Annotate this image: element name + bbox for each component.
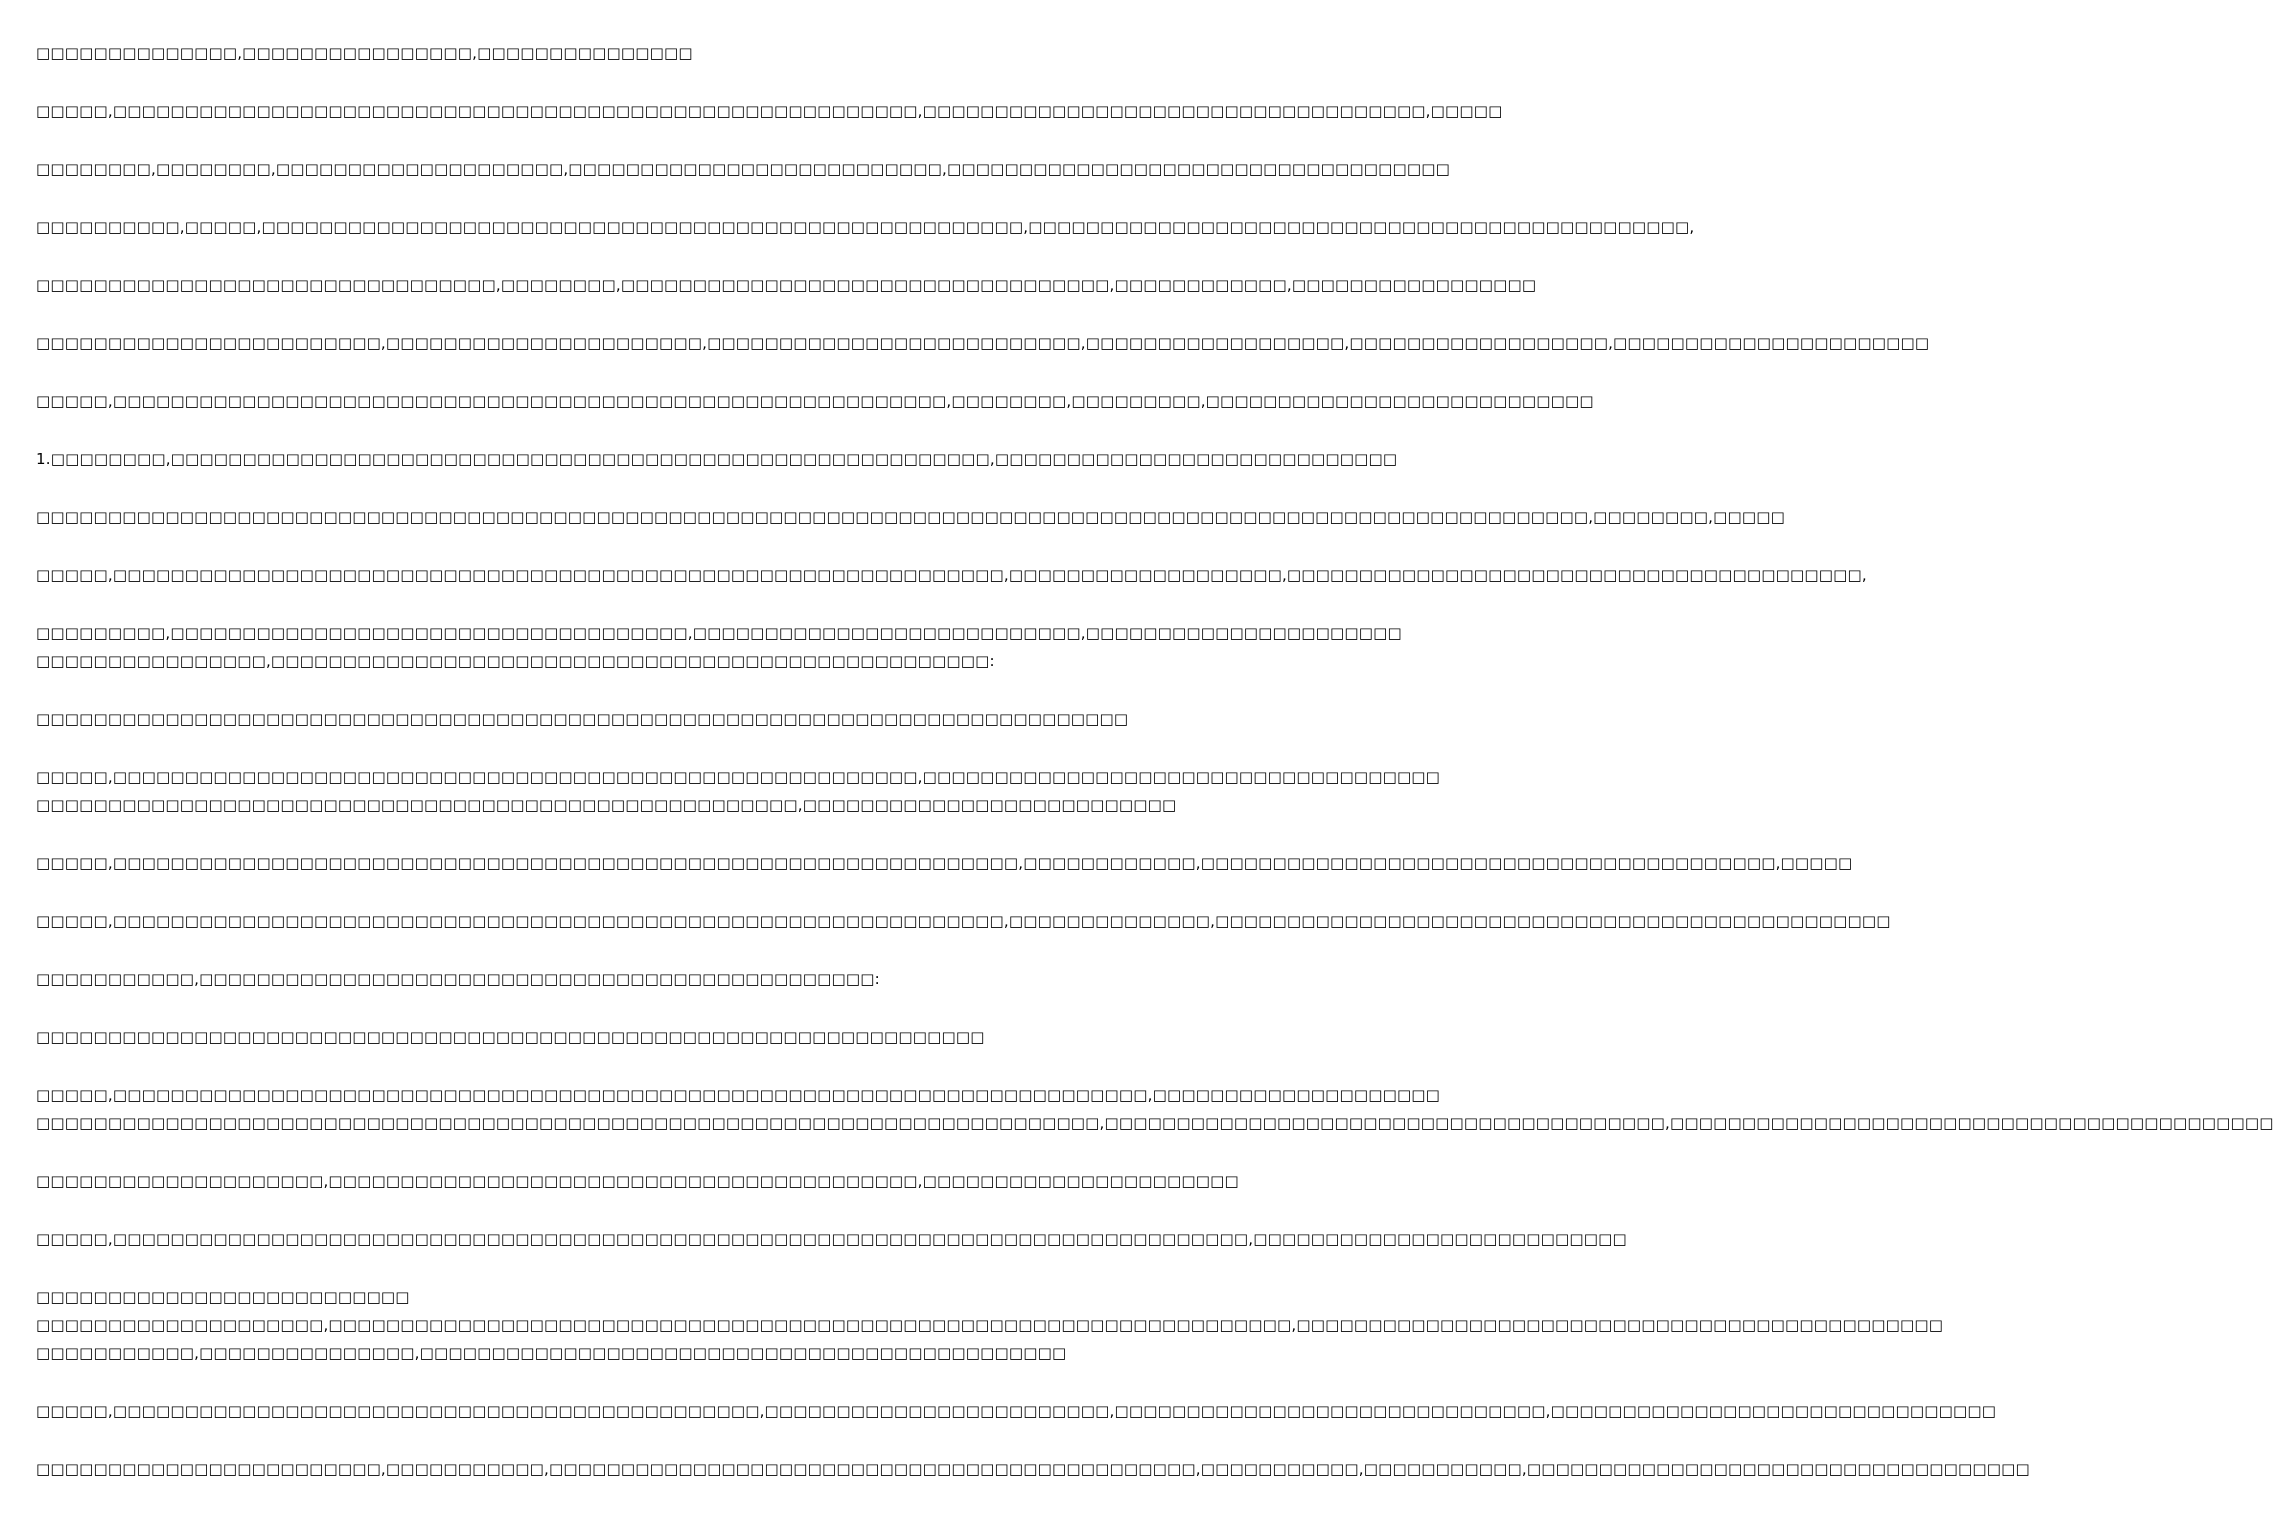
- paragraph: [36, 1397, 1997, 1425]
- paragraph: [36, 1225, 1627, 1253]
- paragraph: [36, 213, 1695, 241]
- paragraph: [36, 445, 1398, 473]
- text-line: □□□□□□□□□□□□□□□□□□□□□□□□□□: [36, 1288, 410, 1306]
- paragraph: [36, 907, 1891, 935]
- text-line: □□□□□,□□□□□□□□□□□□□□□□□□□□□□□□□□□□□□□□□□□□□□□□□□□□□□□□□□□□□□□□□□□□□□□,□□□□□□□□□□□□,□□□□□□□□□□□□□□□□□□□□□□□□□□□□□□□□□□□□□□□□,□□□□□: [36, 854, 1853, 872]
- paragraph: [36, 1081, 2274, 1137]
- text-line: □□□□□□□□□□□□□□□□□□□□□□□□□□□□□□□□□□□□□□□□□□□□□□□□□□□□□□□□□□□□□□□□□□□□□□□□□□□□: [36, 710, 1129, 728]
- text-line: □□□□□□□□□□□□□□□□□□□□□□□□,□□□□□□□□□□□□□□□□□□□□□□,□□□□□□□□□□□□□□□□□□□□□□□□□□,□□□□□□□□□□□□□□□□□□,□□□□□□□□□□□□□□□□□□,□□□□□□□□□□□□□□□□□□□□□□: [36, 334, 1930, 352]
- text-line: □□□□□□□□□□□□□□□□□□□□□□□□□□□□□□□□□□□□□□□□□□□□□□□□□□□□□,□□□□□□□□□□□□□□□□□□□□□□□□□□: [36, 796, 1177, 814]
- text-line: □□□□□□□□□□□,□□□□□□□□□□□□□□□□□□□□□□□□□□□□□□□□□□□□□□□□□□□□□□□:: [36, 970, 880, 988]
- text-line: □□□□□,□□□□□□□□□□□□□□□□□□□□□□□□□□□□□□□□□□□□□□□□□□□□□,□□□□□□□□□□□□□□□□□□□□□□□□,□□□□□□□□□□□□□□□□□□□□□□□□□□□□□□,□□□□□□□□□□□□□□□□□□□□□□□□□□□□□□□: [36, 1402, 1997, 1420]
- paragraph: [36, 387, 1594, 415]
- paragraph: [36, 155, 1450, 183]
- paragraph: [36, 965, 991, 993]
- text-line: □□□□□,□□□□□□□□□□□□□□□□□□□□□□□□□□□□□□□□□□□□□□□□□□□□□□□□□□□□□□□□□□□□□□,□□□□□□□□□□□□□□□□□□□,□□□□□□□□□□□□□□□□□□□□□□□□□□□□□□□□□□□□□□□□,: [36, 566, 1867, 584]
- text-line: □□□□□□□□□□□□□□□□□□□□□□□□□□□□□□□□□□□□□□□□□□□□□□□□□□□□□□□□□□□□□□□□□□□□□□□□□□□□□□□□□□□□□□□□□□□□□□□□□□□□□□□□□□□□,□□□□□□□□,□□□□□: [36, 508, 1785, 526]
- paragraph: [36, 39, 991, 67]
- paragraph: [36, 619, 1402, 675]
- text-line: □□□□□□□□□□,□□□□□,□□□□□□□□□□□□□□□□□□□□□□□□□□□□□□□□□□□□□□□□□□□□□□□□□□□□□,□□□□□□□□□□□□□□□□□□□□□□□□□□□□□□□□□□□□□□□□□□□□□□,: [36, 218, 1695, 236]
- text-line: □□□□□,□□□□□□□□□□□□□□□□□□□□□□□□□□□□□□□□□□□□□□□□□□□□□□□□□□□□□□□□,□□□□□□□□□□□□□□□□□□□□□□□□□□□□□□□□□□□□: [36, 768, 1441, 786]
- paragraph: [36, 97, 1503, 125]
- paragraph: [36, 1455, 2030, 1483]
- text-line: □□□□□,□□□□□□□□□□□□□□□□□□□□□□□□□□□□□□□□□□□□□□□□□□□□□□□□□□□□□□□□□□□□□□,□□□□□□□□□□□□□□,□□□□□□□□□□□□□□□□□□□□□□□□□□□□□□□□□□□□□□□□□□□□□□□: [36, 912, 1891, 930]
- text-line: □□□□□□□□□□□□□□,□□□□□□□□□□□□□□□□,□□□□□□□□□□□□□□□: [36, 44, 693, 62]
- paragraph: [36, 329, 1930, 357]
- paragraph: [36, 705, 1129, 733]
- text-line: □□□□□,□□□□□□□□□□□□□□□□□□□□□□□□□□□□□□□□□□□□□□□□□□□□□□□□□□□□□□□□□□□□□□□□□□□□□□□□,□□□□□□□□□□□□□□□□□□□□: [36, 1086, 1441, 1104]
- paragraph: [36, 1283, 1944, 1367]
- text-line: □□□□□□□□□□□□□□□□,□□□□□□□□□□□□□□□□□□□□□□□□□□□□□□□□□□□□□□□□□□□□□□□□□□:: [36, 652, 995, 670]
- text-line: □□□□□□□□□□□□□□□□□□□□□□□□□□□□□□□□,□□□□□□□□,□□□□□□□□□□□□□□□□□□□□□□□□□□□□□□□□□□,□□□□□□□□□□□□,□□□□□□□□□□□□□□□□□: [36, 276, 1537, 294]
- paragraph: [36, 763, 1441, 819]
- text-line: □□□□□□□□□□□,□□□□□□□□□□□□□□□,□□□□□□□□□□□□□□□□□□□□□□□□□□□□□□□□□□□□□□□□□□□□□: [36, 1344, 1067, 1362]
- paragraph: [36, 503, 1785, 531]
- text-line: □□□□□□□□□□□□□□□□□□□□□□□□□□□□□□□□□□□□□□□□□□□□□□□□□□□□□□□□□□□□□□□□□□: [36, 1028, 985, 1046]
- text-line: □□□□□□□□□□□□□□□□□□□□□□□□,□□□□□□□□□□□,□□□□□□□□□□□□□□□□□□□□□□□□□□□□□□□□□□□□□□□□□□□□□,□□□□□□□□□□□,□□□□□□□□□□□,□□□□□□□□□□□□□□□□□□□□□□□□□□□□□□□□□□□: [36, 1460, 2030, 1478]
- text-line: □□□□□□□□□□□□□□□□□□□□□□□□□□□□□□□□□□□□□□□□□□□□□□□□□□□□□□□□□□□□□□□□□□□□□□□□□□,□□□□□□□□□□□□□□□□□□□□□□□□□□□□□□□□□□□□□□□,□□□□□□□□□□□□□□□□□□□□□□□□□□□□□□□□□□□□□□□□□□: [36, 1114, 2274, 1132]
- text-line: 1.□□□□□□□□,□□□□□□□□□□□□□□□□□□□□□□□□□□□□□□□□□□□□□□□□□□□□□□□□□□□□□□□□□,□□□□□□□□□□□□□□□□□□□□□□□□□□□□: [36, 450, 1398, 468]
- text-line: □□□□□□□□□□□□□□□□□□□□,□□□□□□□□□□□□□□□□□□□□□□□□□□□□□□□□□□□□□□□□□,□□□□□□□□□□□□□□□□□□□□□□: [36, 1172, 1239, 1190]
- document-body: [36, 39, 2274, 1513]
- text-line: □□□□□,□□□□□□□□□□□□□□□□□□□□□□□□□□□□□□□□□□□□□□□□□□□□□□□□□□□□□□□□□□□□□□□□□□□□□□□□□□□□□□□,□□□□□□□□□□□□□□□□□□□□□□□□□□: [36, 1230, 1627, 1248]
- paragraph: [36, 1023, 991, 1051]
- text-line: □□□□□□□□□□□□□□□□□□□□,□□□□□□□□□□□□□□□□□□□□□□□□□□□□□□□□□□□□□□□□□□□□□□□□□□□□□□□□□□□□□□□□□□□,□□□□□□□□□□□□□□□□□□□□□□□□□□□□□□□□□□□□□□□□□□□□□: [36, 1316, 1944, 1334]
- text-line: □□□□□□□□,□□□□□□□□,□□□□□□□□□□□□□□□□□□□□,□□□□□□□□□□□□□□□□□□□□□□□□□□,□□□□□□□□□□□□□□□□□□□□□□□□□□□□□□□□□□□: [36, 160, 1450, 178]
- paragraph: [36, 561, 1867, 589]
- paragraph: [36, 1167, 1239, 1195]
- paragraph: [36, 271, 1537, 299]
- text-line: □□□□□□□□□,□□□□□□□□□□□□□□□□□□□□□□□□□□□□□□□□□□□□,□□□□□□□□□□□□□□□□□□□□□□□□□□□,□□□□□□□□□□□□□□□□□□□□□□: [36, 624, 1402, 642]
- text-line: □□□□□,□□□□□□□□□□□□□□□□□□□□□□□□□□□□□□□□□□□□□□□□□□□□□□□□□□□□□□□□□□,□□□□□□□□,□□□□□□□□□,□□□□□□□□□□□□□□□□□□□□□□□□□□□: [36, 392, 1594, 410]
- text-line: □□□□□,□□□□□□□□□□□□□□□□□□□□□□□□□□□□□□□□□□□□□□□□□□□□□□□□□□□□□□□□,□□□□□□□□□□□□□□□□□□□□□□□□□□□□□□□□□□□,□□□□□: [36, 102, 1503, 120]
- paragraph: [36, 849, 1853, 877]
